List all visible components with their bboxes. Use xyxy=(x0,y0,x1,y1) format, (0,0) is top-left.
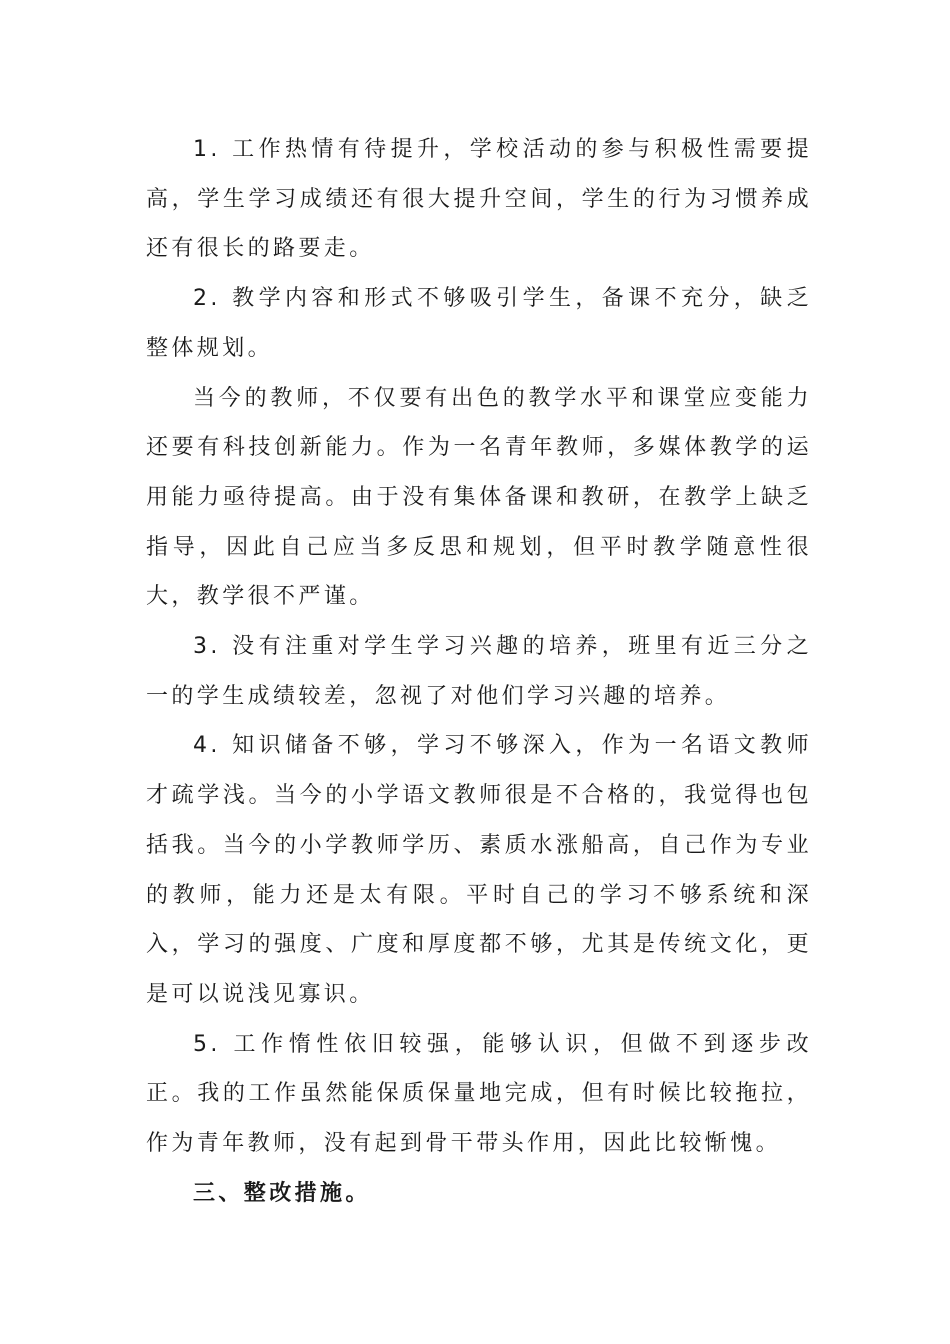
paragraph-item-4: 4. 知识储备不够，学习不够深入，作为一名语文教师才疏学浅。当今的小学语文教师很是不合格的，我觉得也包括我。当今的小学教师学历、素质水涨船高，自己作为专业的教师，能力还是太有限。平时自己的学习不够系统和深入，学习的强度、广度和厚度都不够，尤其是传统文化，更是可以说浅见寡识。 xyxy=(146,733,812,1007)
section-heading: 三、整改措施。 xyxy=(193,1180,371,1206)
paragraph-item-3: 3. 没有注重对学生学习兴趣的培养，班里有近三分之一的学生成绩较差，忽视了对他们学习兴趣的培养。 xyxy=(146,634,812,709)
document-body xyxy=(146,125,812,1218)
paragraph-item-1: 1. 工作热情有待提升，学校活动的参与积极性需要提高，学生学习成绩还有很大提升空间，学生的行为习惯养成还有很长的路要走。 xyxy=(146,137,812,262)
paragraph-item-2: 2. 教学内容和形式不够吸引学生，备课不充分，缺乏整体规划。 xyxy=(146,286,812,361)
paragraph-item-5: 5. 工作惰性依旧较强，能够认识，但做不到逐步改正。我的工作虽然能保质保量地完成，但有时候比较拖拉，作为青年教师，没有起到骨干带头作用，因此比较惭愧。 xyxy=(146,1031,812,1157)
paragraph-teacher-ability: 当今的教师，不仅要有出色的教学水平和课堂应变能力还要有科技创新能力。作为一名青年教师，多媒体教学的运用能力亟待提高。由于没有集体备课和教研，在教学上缺乏指导，因此自己应当多反思和规划，但平时教学随意性很大，教学很不严谨。 xyxy=(146,385,812,610)
